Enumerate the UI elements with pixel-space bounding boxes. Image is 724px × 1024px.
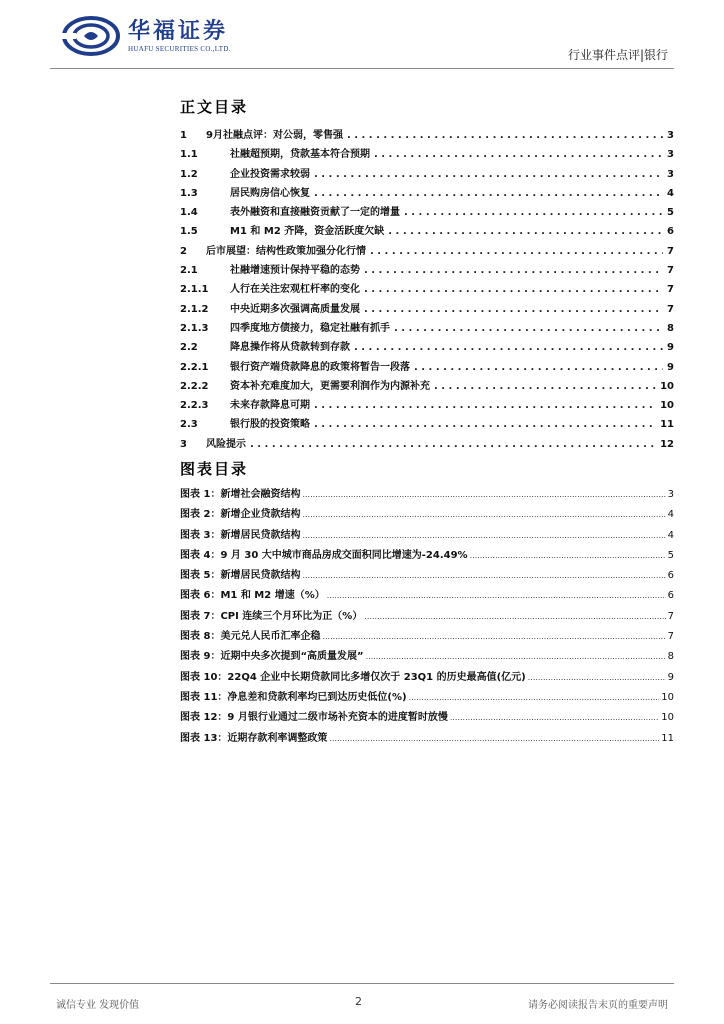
toc-entry-page: 3	[667, 130, 674, 141]
figure-leader-dots	[329, 734, 659, 743]
toc-leader-dots	[354, 342, 663, 353]
toc-entry[interactable]	[180, 358, 674, 377]
figure-entry-title: 图表 12：9 月银行业通过二级市场补充资本的进度暂时放慢	[180, 712, 448, 724]
toc-entry[interactable]	[180, 203, 674, 222]
toc-entry-title: 四季度地方债接力，稳定社融有抓手	[230, 322, 390, 334]
toc-entry[interactable]	[180, 396, 674, 415]
toc-entry[interactable]	[180, 126, 674, 145]
figure-entry-title: 图表 13：近期存款利率调整政策	[180, 732, 328, 744]
report-type-label: 行业事件点评|银行	[567, 48, 668, 62]
toc-entry-title: 银行资产端贷款降息的政策将暂告一段落	[230, 361, 410, 373]
figure-entry-title: 图表 1：新增社会融资结构	[180, 489, 301, 500]
toc-entry-page: 3	[667, 168, 674, 180]
figure-entry-page: 5	[667, 549, 674, 561]
figure-leader-dots	[470, 551, 666, 560]
toc-leader-dots	[347, 130, 663, 141]
figure-list	[180, 485, 674, 749]
toc-entry-title: M1 和 M2 齐降，资金活跃度欠缺	[230, 226, 385, 238]
figure-leader-dots	[302, 490, 665, 499]
toc-leader-dots	[314, 400, 656, 411]
toc-leader-dots	[314, 169, 663, 180]
toc-entry-number: 2.2.3	[180, 400, 209, 412]
page-header	[0, 0, 724, 90]
toc-entry[interactable]	[180, 184, 674, 203]
toc-entry-title: 社融超预期，贷款基本符合预期	[230, 149, 370, 161]
toc-entry[interactable]	[180, 319, 674, 338]
figure-entry-page: 11	[661, 732, 674, 744]
toc-entry[interactable]	[180, 165, 674, 184]
toc-entry-page: 9	[667, 342, 674, 354]
toc-entry-page: 7	[667, 265, 674, 277]
figure-entry-title: 图表 11：净息差和贷款利率均已到达历史低位(%)	[180, 691, 407, 703]
toc-entry-number: 1.5	[180, 226, 198, 238]
toc-leader-dots	[364, 284, 663, 295]
page-number: 2	[355, 995, 362, 1008]
toc-leader-dots	[370, 246, 663, 257]
toc-entry-page: 10	[660, 400, 674, 412]
figure-entry[interactable]	[180, 729, 674, 749]
figure-entry[interactable]	[180, 607, 674, 627]
header-divider	[50, 68, 674, 69]
figure-entry[interactable]	[180, 647, 674, 667]
toc-entry-page: 7	[667, 284, 674, 296]
toc-entry-number: 2.3	[180, 419, 198, 431]
figure-entry[interactable]	[180, 526, 674, 546]
toc-entry-title: 企业投资需求较弱	[230, 168, 310, 180]
figure-entry[interactable]	[180, 505, 674, 525]
figure-entry-title: 图表 6：M1 和 M2 增速（%）	[180, 590, 325, 602]
figure-entry[interactable]	[180, 586, 674, 606]
figure-entry-page: 4	[667, 529, 674, 541]
figure-leader-dots	[364, 612, 665, 621]
figure-entry-page: 6	[667, 590, 674, 602]
figure-leader-dots	[450, 713, 659, 722]
figure-leader-dots	[409, 693, 660, 702]
figure-entry[interactable]	[180, 668, 674, 688]
toc-leader-dots	[388, 226, 663, 237]
toc-entry-title: 人行在关注宏观杠杆率的变化	[230, 284, 360, 296]
figure-leader-dots	[302, 531, 665, 540]
toc-entry-number: 1.3	[180, 187, 198, 199]
toc-entry-page: 6	[667, 226, 674, 238]
figures-title: 图表目录	[180, 460, 249, 478]
toc-entry-number: 2	[180, 245, 187, 257]
toc-entry-title: 未来存款降息可期	[230, 400, 310, 412]
toc-entry-number: 2.1.1	[180, 284, 209, 296]
toc-entry-title: 9月社融点评：对公弱，零售强	[206, 130, 343, 141]
figure-entry-page: 9	[667, 671, 674, 683]
toc-entry-title: 风险提示	[206, 438, 246, 450]
toc-leader-dots	[314, 188, 663, 199]
figure-entry[interactable]	[180, 546, 674, 566]
toc-leader-dots	[414, 362, 663, 373]
figure-entry-title: 图表 4：9 月 30 大中城市商品房成交面积同比增速为-24.49%	[180, 549, 468, 561]
footer-disclaimer: 请务必阅读报告末页的重要声明	[528, 1000, 668, 1011]
toc-entry-title: 居民购房信心恢复	[230, 187, 310, 199]
figure-leader-dots	[327, 591, 666, 600]
toc-entry-title: 后市展望：结构性政策加强分化行情	[206, 245, 366, 257]
brand-name-cn: 华福证券	[128, 19, 229, 44]
toc-leader-dots	[404, 207, 663, 218]
figure-leader-dots	[366, 652, 666, 661]
figure-entry-page: 8	[667, 651, 674, 663]
toc-entry-page: 9	[667, 361, 674, 373]
figure-entry-title: 图表 10：22Q4 企业中长期贷款同比多增仅次于 23Q1 的历史最高值(亿元)	[180, 671, 526, 683]
toc-entry-number: 2.2.2	[180, 380, 209, 392]
figure-entry-title: 图表 8：美元兑人民币汇率企稳	[180, 631, 321, 643]
toc-entry-page: 5	[667, 207, 674, 219]
huafu-logo-icon	[62, 16, 120, 56]
toc-leader-dots	[250, 439, 656, 450]
figure-entry-page: 6	[667, 570, 674, 582]
footer-slogan: 诚信专业 发现价值	[56, 1000, 140, 1011]
figure-entry-title: 图表 2：新增企业贷款结构	[180, 509, 301, 521]
figure-entry-page: 7	[667, 610, 674, 622]
toc-title: 正文目录	[180, 98, 249, 116]
toc-entry-number: 2.1	[180, 265, 198, 277]
toc-entry-page: 10	[660, 380, 674, 392]
figure-entry-page: 3	[667, 489, 674, 500]
toc-entry[interactable]	[180, 300, 674, 319]
figure-entry-title: 图表 3：新增居民贷款结构	[180, 529, 301, 541]
figure-entry-title: 图表 5：新增居民贷款结构	[180, 570, 301, 582]
toc-entry-title: 银行股的投资策略	[230, 419, 310, 431]
toc-entry-number: 3	[180, 438, 187, 450]
toc-entry-title: 中央近期多次强调高质量发展	[230, 303, 360, 315]
figure-entry-title: 图表 9：近期中央多次提到“高质量发展”	[180, 651, 364, 663]
toc-entry-title: 降息操作将从贷款转到存款	[230, 342, 350, 354]
toc-entry-number: 2.1.2	[180, 303, 209, 315]
figure-entry[interactable]	[180, 566, 674, 586]
toc-entry[interactable]	[180, 145, 674, 164]
figure-entry-page: 10	[661, 712, 674, 724]
toc-entry[interactable]	[180, 280, 674, 299]
toc-leader-dots	[434, 381, 656, 392]
toc-entry-title: 社融增速预计保持平稳的态势	[230, 265, 360, 277]
toc-leader-dots	[374, 149, 663, 160]
toc-entry-page: 7	[667, 303, 674, 315]
toc-entry-page: 4	[667, 187, 674, 199]
toc-entry[interactable]	[180, 415, 674, 434]
figure-leader-dots	[528, 673, 666, 682]
figure-entry[interactable]	[180, 708, 674, 728]
toc-list	[180, 126, 674, 454]
toc-entry[interactable]	[180, 222, 674, 241]
toc-entry-page: 12	[660, 438, 674, 450]
toc-leader-dots	[364, 304, 663, 315]
toc-entry[interactable]	[180, 338, 674, 357]
figure-leader-dots	[302, 571, 665, 580]
toc-entry-title: 表外融资和直接融资贡献了一定的增量	[230, 207, 400, 219]
figure-leader-dots	[302, 510, 665, 519]
toc-entry-number: 2.1.3	[180, 322, 209, 334]
figure-entry-page: 7	[667, 631, 674, 643]
toc-entry-number: 1	[180, 130, 187, 141]
figure-entry-title: 图表 7：CPI 连续三个月环比为正（%）	[180, 610, 363, 622]
toc-entry[interactable]	[180, 242, 674, 261]
footer-divider	[50, 983, 674, 984]
toc-entry-number: 1.4	[180, 207, 198, 219]
toc-entry[interactable]	[180, 435, 674, 454]
toc-leader-dots	[394, 323, 663, 334]
brand-name-en: HUAFU SECURITIES CO.,LTD.	[128, 45, 231, 53]
toc-entry-number: 1.1	[180, 149, 198, 161]
toc-entry-number: 2.2.1	[180, 361, 209, 373]
toc-entry-number: 1.2	[180, 168, 198, 180]
figure-entry-page: 4	[667, 509, 674, 521]
figure-leader-dots	[322, 632, 665, 641]
toc-leader-dots	[364, 265, 663, 276]
toc-entry[interactable]	[180, 377, 674, 396]
toc-entry-page: 8	[667, 322, 674, 334]
figure-entry[interactable]	[180, 485, 674, 505]
figure-entry[interactable]	[180, 688, 674, 708]
toc-leader-dots	[314, 419, 656, 430]
toc-entry-page: 3	[667, 149, 674, 161]
toc-entry-page: 11	[660, 419, 674, 431]
toc-entry-number: 2.2	[180, 342, 198, 354]
figure-entry[interactable]	[180, 627, 674, 647]
toc-entry-title: 资本补充难度加大，更需要利润作为内源补充	[230, 380, 430, 392]
toc-entry[interactable]	[180, 261, 674, 280]
figure-entry-page: 10	[661, 691, 674, 703]
toc-entry-page: 7	[667, 245, 674, 257]
